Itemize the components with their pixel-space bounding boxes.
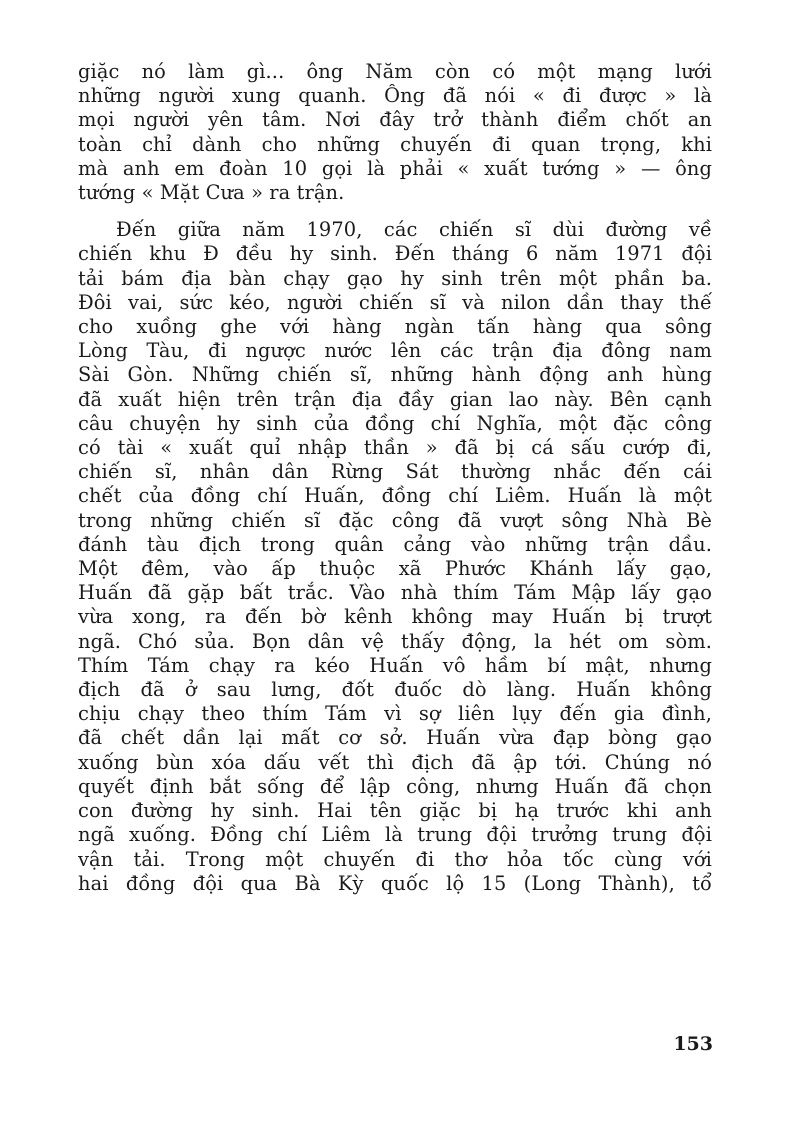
text-line: cho xuồng ghe với hàng ngàn tấn hàng qua sông [78, 315, 712, 339]
text-line: vận tải. Trong một chuyến đi thơ hỏa tốc cùng với [78, 847, 712, 871]
text-line: tướng « Mặt Cưa » ra trận. [78, 181, 345, 205]
text-line: mọi người yên tâm. Nơi đây trở thành điểm chốt an [78, 108, 712, 132]
text-line: chịu chạy theo thím Tám vì sợ liên lụy đến gia đình, [78, 702, 712, 726]
text-line: vừa xong, ra đến bờ kênh không may Huấn bị trượt [78, 605, 712, 629]
text-line: Sài Gòn. Những chiến sĩ, những hành động anh hùng [78, 363, 712, 387]
paragraph-gap [78, 205, 712, 218]
text-line: hai đồng đội qua Bà Kỳ quốc lộ 15 (Long Thành), tổ [78, 871, 712, 895]
text-line: trong những chiến sĩ đặc công đã vượt sông Nhà Bè [78, 508, 712, 532]
text-line: chiến sĩ, nhân dân Rừng Sát thường nhắc đến cái [78, 460, 712, 484]
text-line: con đường hy sinh. Hai tên giặc bị hạ trước khi anh [78, 799, 712, 823]
text-line: Lòng Tàu, đi ngược nước lên các trận địa đông nam [78, 339, 712, 363]
book-page [78, 60, 712, 1120]
text-line: ngã. Chó sủa. Bọn dân vệ thấy động, la hét om sòm. [78, 629, 712, 653]
text-line: đã chết dần lại mất cơ sở. Huấn vừa đạp bòng gạo [78, 726, 712, 750]
text-line: câu chuyện hy sinh của đồng chí Nghĩa, một đặc công [78, 411, 712, 435]
text-line: Thím Tám chạy ra kéo Huấn vô hầm bí mật, nhưng [78, 653, 712, 677]
text-line: tải bám địa bàn chạy gạo hy sinh trên một phần ba. [78, 266, 712, 290]
text-line: Một đêm, vào ấp thuộc xã Phước Khánh lấy gạo, [78, 557, 712, 581]
text-line: giặc nó làm gì... ông Năm còn có một mạng lưới [78, 60, 712, 83]
text-line: toàn chỉ dành cho những chuyến đi quan trọng, khi [78, 132, 712, 156]
text-line: địch đã ở sau lưng, đốt đuốc dò làng. Huấn không [78, 678, 712, 702]
text-line: chết của đồng chí Huấn, đồng chí Liêm. Huấn là một [78, 484, 712, 508]
text-line: xuống bùn xóa dấu vết thì địch đã ập tới. Chúng nó [78, 750, 712, 774]
text-line: đã xuất hiện trên trận địa đầy gian lao này. Bên cạnh [78, 387, 712, 411]
text-line: mà anh em đoàn 10 gọi là phải « xuất tướng » — ông [78, 156, 712, 180]
text-line: Đến giữa năm 1970, các chiến sĩ dùi đường về [116, 218, 712, 242]
text-line: Đôi vai, sức kéo, người chiến sĩ và nilon dần thay thế [78, 290, 712, 314]
paragraph-main [78, 218, 712, 896]
text-line: quyết định bắt sống để lập công, nhưng Huấn đã chọn [78, 774, 712, 798]
text-line: những người xung quanh. Ông đã nói « đi được » là [78, 84, 712, 108]
paragraph-continued [78, 60, 712, 205]
text-line: chiến khu Đ đều hy sinh. Đến tháng 6 năm 1971 đội [78, 242, 712, 266]
text-line: có tài « xuất quỉ nhập thần » đã bị cá sấu cướp đi, [78, 436, 712, 460]
text-line: Huấn đã gặp bất trắc. Vào nhà thím Tám Mập lấy gạo [78, 581, 712, 605]
text-line: ngã xuống. Đồng chí Liêm là trung đội trưởng trung đội [78, 823, 712, 847]
page-number: 153 [673, 1033, 713, 1055]
text-line: đánh tàu địch trong quân cảng vào những trận dầu. [78, 532, 712, 556]
